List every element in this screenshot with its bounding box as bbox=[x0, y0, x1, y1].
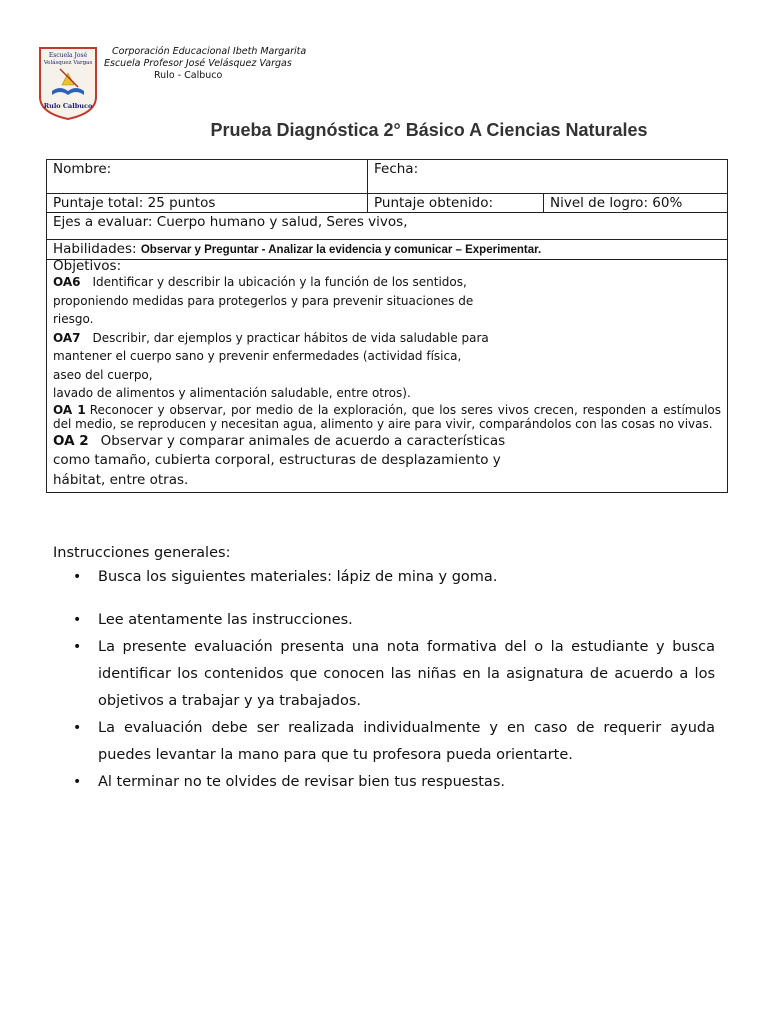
oa7-block bbox=[53, 329, 721, 403]
instruction-text: La presente evaluación presenta una nota formativa del o la estudiante y busca identificar los contenidos que conocen las niñas en la asignatura de acuerdo a los objetivos a trabajar y ya trabajados. bbox=[98, 639, 715, 709]
fecha-cell[interactable] bbox=[368, 160, 728, 194]
puntaje-obtenido-cell[interactable] bbox=[368, 194, 544, 213]
bullet-icon: • bbox=[73, 612, 82, 628]
oa2-block bbox=[53, 432, 721, 491]
oa6-block bbox=[53, 273, 721, 329]
instructions-list bbox=[53, 564, 715, 796]
oa2-line1: Observar y comparar animales de acuerdo a características bbox=[100, 432, 506, 449]
info-table bbox=[46, 159, 728, 493]
oa7-line4: lavado de alimentos y alimentación saludable, entre otros). bbox=[53, 386, 411, 400]
puntaje-obtenido-label: Puntaje obtenido: bbox=[374, 195, 494, 211]
school-logo bbox=[38, 45, 98, 121]
page-title: Prueba Diagnóstica 2° Básico A Ciencias Naturales bbox=[210, 120, 648, 140]
nombre-label: Nombre: bbox=[53, 161, 112, 177]
bullet-icon: • bbox=[73, 774, 82, 790]
logo-text-top-1: Escuela José bbox=[48, 52, 88, 59]
instruction-text: Busca los siguientes materiales: lápiz de mina y goma. bbox=[98, 569, 498, 585]
bullet-icon: • bbox=[73, 569, 82, 585]
oa7-line2: mantener el cuerpo sano y prevenir enfermedades (actividad física, bbox=[53, 349, 462, 363]
oa7-code: OA7 bbox=[53, 330, 81, 345]
instruction-item bbox=[53, 607, 715, 634]
instructions-heading: Instrucciones generales: bbox=[53, 545, 231, 561]
logo-text-bottom: Rulo Calbuco bbox=[43, 102, 93, 110]
instruction-item bbox=[53, 564, 715, 591]
habilidades-text: Observar y Preguntar - Analizar la evidencia y comunicar – Experimentar. bbox=[140, 244, 542, 256]
habilidades-cell bbox=[47, 240, 728, 260]
oa6-line2: proponiendo medidas para protegerlos y para prevenir situaciones de bbox=[53, 293, 474, 308]
bullet-icon: • bbox=[73, 720, 82, 736]
logo-text-top-2: Velásquez Vargas bbox=[43, 60, 93, 66]
oa7-line1: Describir, dar ejemplos y practicar hábitos de vida saludable para bbox=[92, 330, 489, 345]
puntaje-total: Puntaje total: 25 puntos bbox=[53, 195, 216, 211]
school-name: Escuela Profesor José Velásquez Vargas bbox=[104, 58, 292, 69]
oa1-code: OA 1 bbox=[53, 402, 86, 417]
oa6-line1: Identificar y describir la ubicación y la función de los sentidos, bbox=[92, 275, 467, 289]
oa7-line3: aseo del cuerpo, bbox=[53, 367, 153, 382]
objetivos-cell bbox=[47, 260, 728, 493]
puntaje-total-cell bbox=[47, 194, 368, 213]
oa6-code: OA6 bbox=[53, 275, 81, 289]
instruction-text: Lee atentamente las instrucciones. bbox=[98, 612, 353, 628]
oa2-line2: como tamaño, cubierta corporal, estructuras de desplazamiento y bbox=[53, 452, 501, 468]
bullet-icon: • bbox=[73, 639, 82, 655]
oa6-line3: riesgo. bbox=[53, 312, 94, 326]
school-info bbox=[104, 46, 334, 82]
nivel-logro: Nivel de logro: 60% bbox=[550, 195, 683, 211]
instruction-item bbox=[53, 769, 715, 796]
oa2-code: OA 2 bbox=[53, 432, 89, 449]
fecha-label: Fecha: bbox=[374, 161, 419, 177]
oa1-text: Reconocer y observar, por medio de la exploración, que los seres vivos crecen, responden a estímulos del medio, se reproducen y necesitan agua, alimento y aire para vivir, comparándolos con las cosas no vivas. bbox=[53, 402, 722, 431]
instruction-item bbox=[53, 715, 715, 769]
instruction-text: Al terminar no te olvides de revisar bien tus respuestas. bbox=[98, 774, 505, 790]
objetivos-label: Objetivos: bbox=[53, 258, 122, 274]
oa2-line3: hábitat, entre otras. bbox=[53, 471, 189, 488]
ejes-text: Ejes a evaluar: Cuerpo humano y salud, Seres vivos, bbox=[53, 214, 408, 230]
nivel-logro-cell bbox=[544, 194, 728, 213]
school-location: Rulo - Calbuco bbox=[154, 70, 223, 81]
oa1-block bbox=[53, 403, 721, 431]
nombre-cell[interactable] bbox=[47, 160, 368, 194]
ejes-cell bbox=[47, 213, 728, 240]
instruction-item bbox=[53, 634, 715, 715]
habilidades-label: Habilidades: bbox=[53, 241, 137, 257]
corporation-name: Corporación Educacional Ibeth Margarita bbox=[112, 46, 307, 57]
instruction-text: La evaluación debe ser realizada individualmente y en caso de requerir ayuda puedes levantar la mano para que tu profesora pueda orientarte. bbox=[98, 720, 715, 763]
